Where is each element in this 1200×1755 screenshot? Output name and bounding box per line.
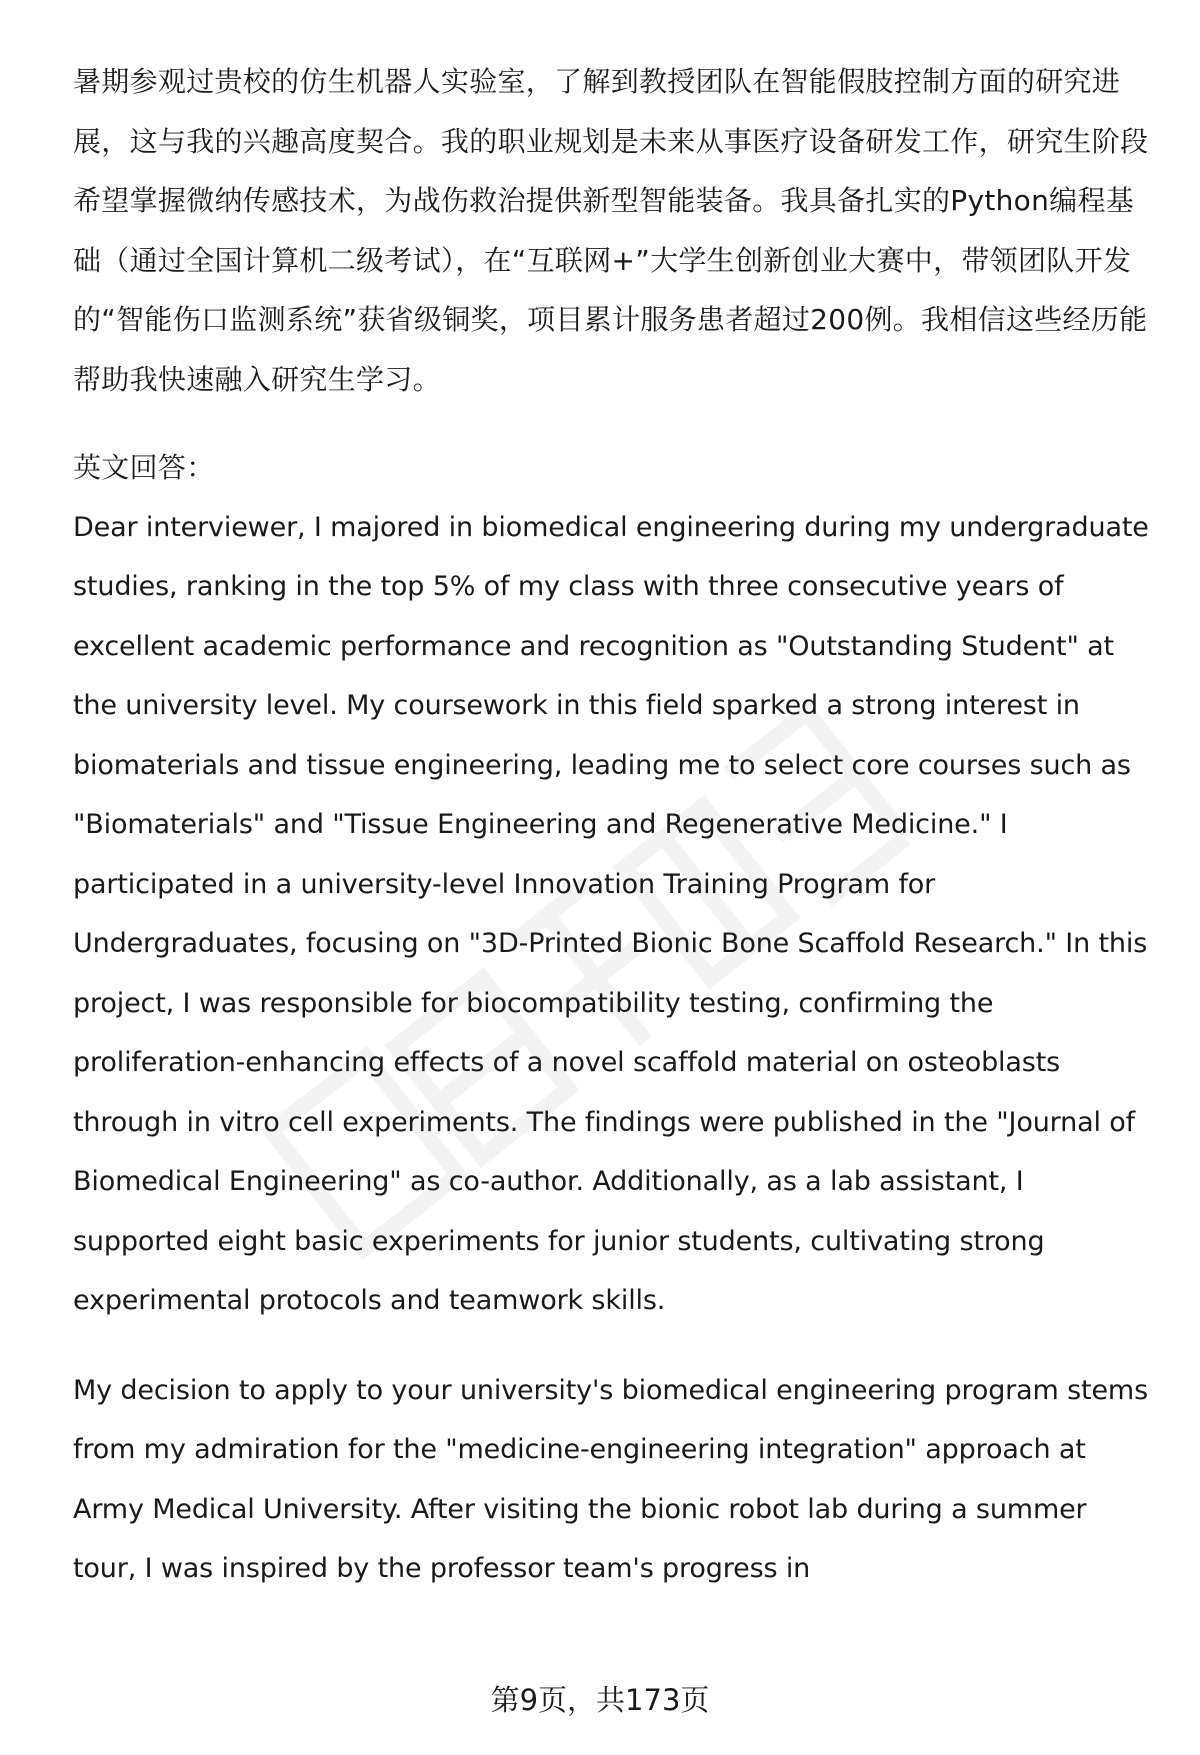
- document-body: [73, 52, 1158, 1599]
- english-paragraph-1: Dear interviewer, I majored in biomedical engineering during my undergraduate studies, ranking in the top 5% of my class with three consecutive years of excellent academic performance and recognition as "Outstanding Student" at the university level. My coursework in this field sparked a strong interest in biomaterials and tissue engineering, leading me to select core courses such as "Biomaterials" and "Tissue Engineering and Regenerative Medicine." I participated in a university-level Innovation Training Program for Undergraduates, focusing on "3D-Printed Bionic Bone Scaffold Research." In this project, I was responsible for biocompatibility testing, confirming the proliferation-enhancing effects of a novel scaffold material on osteoblasts through in vitro cell experiments. The findings were published in the "Journal of Biomedical Engineering" as co-author. Additionally, as a lab assistant, I supported eight basic experiments for junior students, cultivating strong experimental protocols and teamwork skills.: [73, 511, 1149, 1316]
- page-number-footer: 第9页，共173页: [490, 1683, 710, 1717]
- english-paragraph-2: My decision to apply to your university's biomedical engineering program stems from my admiration for the "medicine-engineering integration" approach at Army Medical University. After visiting the bionic robot lab during a summer tour, I was inspired by the professor team's progress in: [73, 1374, 1148, 1584]
- english-answer-label: 英文回答：: [73, 451, 215, 484]
- chinese-paragraph: 暑期参观过贵校的仿生机器人实验室，了解到教授团队在智能假肢控制方面的研究进展，这与我的兴趣高度契合。我的职业规划是未来从事医疗设备研发工作，研究生阶段希望掌握微纳传感技术，为战伤救治提供新型智能装备。我具备扎实的Python编程基础（通过全国计算机二级考试），在“互联网+”大学生创新创业大赛中，带领团队开发的“智能伤口监测系统”获省级铜奖，项目累计服务患者超过200例。我相信这些经历能帮助我快速融入研究生学习。: [73, 65, 1149, 396]
